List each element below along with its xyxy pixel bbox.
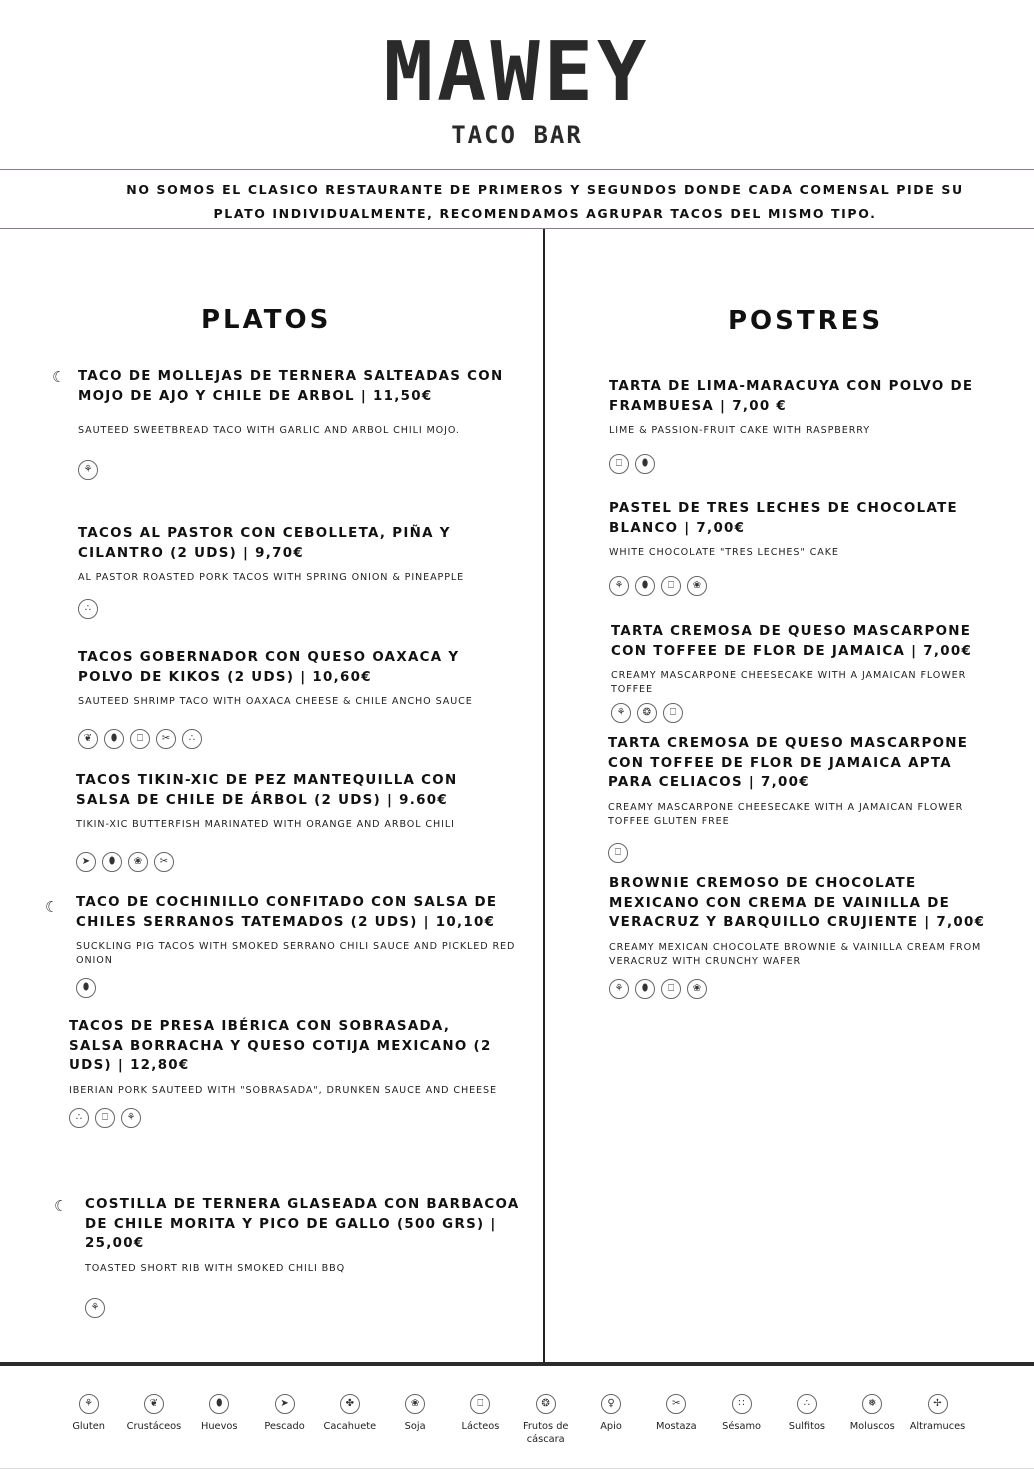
huevos-icon: ⬮ bbox=[635, 454, 655, 474]
huevos-icon: ⬮ bbox=[102, 852, 122, 872]
menu-item-postres-5 bbox=[609, 874, 999, 999]
legend-label: Pescado bbox=[264, 1421, 305, 1432]
pescado-icon: ➤ bbox=[275, 1394, 295, 1414]
sulfitos-icon: ∴ bbox=[69, 1108, 89, 1128]
item-title: PASTEL DE TRES LECHES DE CHOCOLATE BLANCO | 7,00€ bbox=[609, 501, 958, 536]
spicy-icon: ☾ bbox=[54, 1197, 68, 1215]
allergen-list bbox=[609, 979, 999, 999]
gluten-icon: ⚘ bbox=[609, 576, 629, 596]
crustaceos-icon: ❦ bbox=[78, 729, 98, 749]
legend-lacteos bbox=[448, 1394, 513, 1446]
huevos-icon: ⬮ bbox=[104, 729, 124, 749]
legend-label: Moluscos bbox=[849, 1421, 895, 1432]
legend-label: Apio bbox=[600, 1421, 622, 1432]
mostaza-icon: ✂ bbox=[666, 1394, 686, 1414]
sulfitos-icon: ∴ bbox=[78, 599, 98, 619]
altramuces-icon: ✢ bbox=[928, 1394, 948, 1414]
menu-item-platos-6 bbox=[69, 1017, 509, 1128]
lacteos-icon: ⎕ bbox=[608, 843, 628, 863]
soja-icon: ❀ bbox=[405, 1394, 425, 1414]
menu-item-platos-7 bbox=[85, 1195, 525, 1318]
lacteos-icon: ⎕ bbox=[609, 454, 629, 474]
menu-item-postres-4 bbox=[608, 734, 998, 863]
legend-crustaceos bbox=[121, 1394, 186, 1446]
soja-icon: ❀ bbox=[687, 979, 707, 999]
allergen-list bbox=[76, 978, 516, 998]
lacteos-icon: ⎕ bbox=[470, 1394, 490, 1414]
allergen-list bbox=[611, 703, 1001, 723]
legend-apio bbox=[578, 1394, 643, 1446]
pescado-icon: ➤ bbox=[76, 852, 96, 872]
allergen-list bbox=[78, 599, 518, 619]
legend-sulfitos bbox=[774, 1394, 839, 1446]
item-description: CREAMY MASCARPONE CHEESECAKE WITH A JAMAICAN FLOWER TOFFEE bbox=[611, 670, 967, 695]
menu-item-postres-1 bbox=[609, 377, 999, 474]
legend-label: Soja bbox=[404, 1421, 426, 1432]
legend-frutos-de-cascara bbox=[513, 1394, 578, 1446]
item-description: IBERIAN PORK SAUTEED WITH "SOBRASADA", DRUNKEN SAUCE AND CHEESE bbox=[69, 1084, 497, 1096]
legend-label: Huevos bbox=[200, 1421, 238, 1432]
soja-icon: ❀ bbox=[128, 852, 148, 872]
item-title: TACOS DE PRESA IBÉRICA CON SOBRASADA, SALSA BORRACHA Y QUESO COTIJA MEXICANO (2 UDS) | 12,80€ bbox=[69, 1019, 492, 1073]
bottom-divider bbox=[0, 1468, 1034, 1469]
allergen-list bbox=[609, 576, 999, 596]
apio-icon: ♀ bbox=[601, 1394, 621, 1414]
item-title: TACOS GOBERNADOR CON QUESO OAXACA Y POLVO DE KIKOS (2 UDS) | 10,60€ bbox=[78, 650, 460, 685]
item-description: TIKIN-XIC BUTTERFISH MARINATED WITH ORANGE AND ARBOL CHILI bbox=[76, 819, 455, 830]
huevos-icon: ⬮ bbox=[635, 576, 655, 596]
item-description: WHITE CHOCOLATE "TRES LECHES" CAKE bbox=[609, 547, 839, 558]
menu-item-postres-2 bbox=[609, 499, 999, 596]
cacahuete-icon: ✤ bbox=[340, 1394, 360, 1414]
column-divider bbox=[543, 229, 545, 1363]
item-description: LIME & PASSION-FRUIT CAKE WITH RASPBERRY bbox=[609, 425, 871, 436]
lacteos-icon: ⎕ bbox=[95, 1108, 115, 1128]
item-description: SAUTEED SHRIMP TACO WITH OAXACA CHEESE & CHILE ANCHO SAUCE bbox=[78, 696, 473, 707]
gluten-icon: ⚘ bbox=[79, 1394, 99, 1414]
brand-logo: MAWEY bbox=[383, 25, 651, 120]
item-description: CREAMY MASCARPONE CHEESECAKE WITH A JAMAICAN FLOWER TOFFEE GLUTEN FREE bbox=[608, 801, 964, 827]
legend-huevos bbox=[187, 1394, 252, 1446]
menu-item-platos-5 bbox=[76, 893, 516, 998]
sulfitos-icon: ∴ bbox=[182, 729, 202, 749]
allergen-list bbox=[609, 454, 999, 474]
legend-label: Lácteos bbox=[461, 1421, 500, 1432]
item-title: TARTA DE LIMA-MARACUYA CON POLVO DE FRAMBUESA | 7,00 € bbox=[609, 379, 974, 414]
item-title: TACOS AL PASTOR CON CEBOLLETA, PIÑA Y CILANTRO (2 UDS) | 9,70€ bbox=[78, 526, 451, 561]
soja-icon: ❀ bbox=[687, 576, 707, 596]
allergen-list bbox=[85, 1298, 525, 1318]
menu-item-platos-3 bbox=[78, 648, 518, 749]
legend-label: Crustáceos bbox=[126, 1421, 182, 1432]
menu-item-platos-4 bbox=[76, 771, 516, 872]
legend-sesamo bbox=[709, 1394, 774, 1446]
legend-altramuces bbox=[905, 1394, 970, 1446]
allergen-list bbox=[78, 729, 518, 749]
brand-subtitle: TACO BAR bbox=[451, 121, 583, 149]
crustaceos-icon: ❦ bbox=[144, 1394, 164, 1414]
frutos-de-cascara-icon: ❂ bbox=[637, 703, 657, 723]
item-description: SAUTEED SWEETBREAD TACO WITH GARLIC AND ARBOL CHILI MOJO. bbox=[78, 425, 460, 436]
item-title: TARTA CREMOSA DE QUESO MASCARPONE CON TOFFEE DE FLOR DE JAMAICA APTA PARA CELIACOS | 7,00€ bbox=[608, 736, 969, 790]
legend-cacahuete bbox=[317, 1394, 382, 1446]
notice-text: NO SOMOS EL CLASICO RESTAURANTE DE PRIMEROS Y SEGUNDOS DONDE CADA COMENSAL PIDE SU PLATO INDIVIDUALMENTE, RECOMENDAMOS AGRUPAR TACOS DEL MISMO TIPO. bbox=[126, 182, 964, 221]
header bbox=[0, 0, 1034, 168]
item-title: BROWNIE CREMOSO DE CHOCOLATE MEXICANO CON CREMA DE VAINILLA DE VERACRUZ Y BARQUILLO CRUJIENTE | 7,00€ bbox=[609, 876, 986, 930]
lacteos-icon: ⎕ bbox=[130, 729, 150, 749]
footer-divider bbox=[0, 1362, 1034, 1366]
legend-gluten bbox=[56, 1394, 121, 1446]
legend-label: Gluten bbox=[72, 1421, 105, 1432]
spicy-icon: ☾ bbox=[52, 368, 66, 386]
lacteos-icon: ⎕ bbox=[661, 576, 681, 596]
platos-title: PLATOS bbox=[201, 305, 332, 335]
menu-item-platos-2 bbox=[78, 524, 518, 619]
allergen-list bbox=[608, 843, 998, 863]
item-title: TACOS TIKIN-XIC DE PEZ MANTEQUILLA CON SALSA DE CHILE DE ÁRBOL (2 UDS) | 9.60€ bbox=[76, 773, 458, 808]
sesamo-icon: ∷ bbox=[732, 1394, 752, 1414]
huevos-icon: ⬮ bbox=[209, 1394, 229, 1414]
legend-label: Mostaza bbox=[656, 1421, 697, 1432]
allergen-list bbox=[76, 852, 516, 872]
gluten-icon: ⚘ bbox=[609, 979, 629, 999]
item-title: COSTILLA DE TERNERA GLASEADA CON BARBACOA DE CHILE MORITA Y PICO DE GALLO (500 GRS) | 25,00€ bbox=[85, 1197, 520, 1251]
legend-label: Frutos de cáscara bbox=[522, 1421, 569, 1445]
legend-mostaza bbox=[644, 1394, 709, 1446]
item-description: TOASTED SHORT RIB WITH SMOKED CHILI BBQ bbox=[85, 1262, 346, 1274]
item-title: TARTA CREMOSA DE QUESO MASCARPONE CON TOFFEE DE FLOR DE JAMAICA | 7,00€ bbox=[611, 624, 973, 659]
lacteos-icon: ⎕ bbox=[663, 703, 683, 723]
legend-label: Altramuces bbox=[909, 1421, 966, 1432]
mostaza-icon: ✂ bbox=[156, 729, 176, 749]
gluten-icon: ⚘ bbox=[121, 1108, 141, 1128]
postres-title: POSTRES bbox=[728, 306, 884, 336]
legend-label: Cacahuete bbox=[323, 1421, 377, 1432]
moluscos-icon: ❅ bbox=[862, 1394, 882, 1414]
menu-item-postres-3 bbox=[611, 622, 1001, 723]
allergen-legend bbox=[56, 1394, 986, 1446]
item-description: CREAMY MEXICAN CHOCOLATE BROWNIE & VAINILLA CREAM FROM VERACRUZ WITH CRUNCHY WAFER bbox=[609, 941, 982, 967]
gluten-icon: ⚘ bbox=[85, 1298, 105, 1318]
legend-label: Sésamo bbox=[722, 1421, 762, 1432]
item-title: TACO DE MOLLEJAS DE TERNERA SALTEADAS CON MOJO DE AJO Y CHILE DE ARBOL | 11,50€ bbox=[78, 369, 504, 404]
sulfitos-icon: ∴ bbox=[797, 1394, 817, 1414]
legend-moluscos bbox=[840, 1394, 905, 1446]
gluten-icon: ⚘ bbox=[611, 703, 631, 723]
lacteos-icon: ⎕ bbox=[661, 979, 681, 999]
item-description: AL PASTOR ROASTED PORK TACOS WITH SPRING ONION & PINEAPPLE bbox=[78, 572, 465, 583]
huevos-icon: ⬮ bbox=[635, 979, 655, 999]
spicy-icon: ☾ bbox=[45, 898, 59, 916]
frutos-de-cascara-icon: ❂ bbox=[536, 1394, 556, 1414]
gluten-icon: ⚘ bbox=[78, 460, 98, 480]
legend-pescado bbox=[252, 1394, 317, 1446]
legend-soja bbox=[382, 1394, 447, 1446]
divider-notice bbox=[0, 228, 1034, 229]
divider-top bbox=[0, 169, 1034, 170]
huevos-icon: ⬮ bbox=[76, 978, 96, 998]
legend-label: Sulfitos bbox=[788, 1421, 826, 1432]
mostaza-icon: ✂ bbox=[154, 852, 174, 872]
item-title: TACO DE COCHINILLO CONFITADO CON SALSA DE CHILES SERRANOS TATEMADOS (2 UDS) | 10,10€ bbox=[76, 895, 498, 930]
item-description: SUCKLING PIG TACOS WITH SMOKED SERRANO CHILI SAUCE AND PICKLED RED ONION bbox=[76, 941, 516, 966]
menu-item-platos-1 bbox=[78, 367, 518, 480]
allergen-list bbox=[78, 460, 518, 480]
allergen-list bbox=[69, 1108, 509, 1128]
